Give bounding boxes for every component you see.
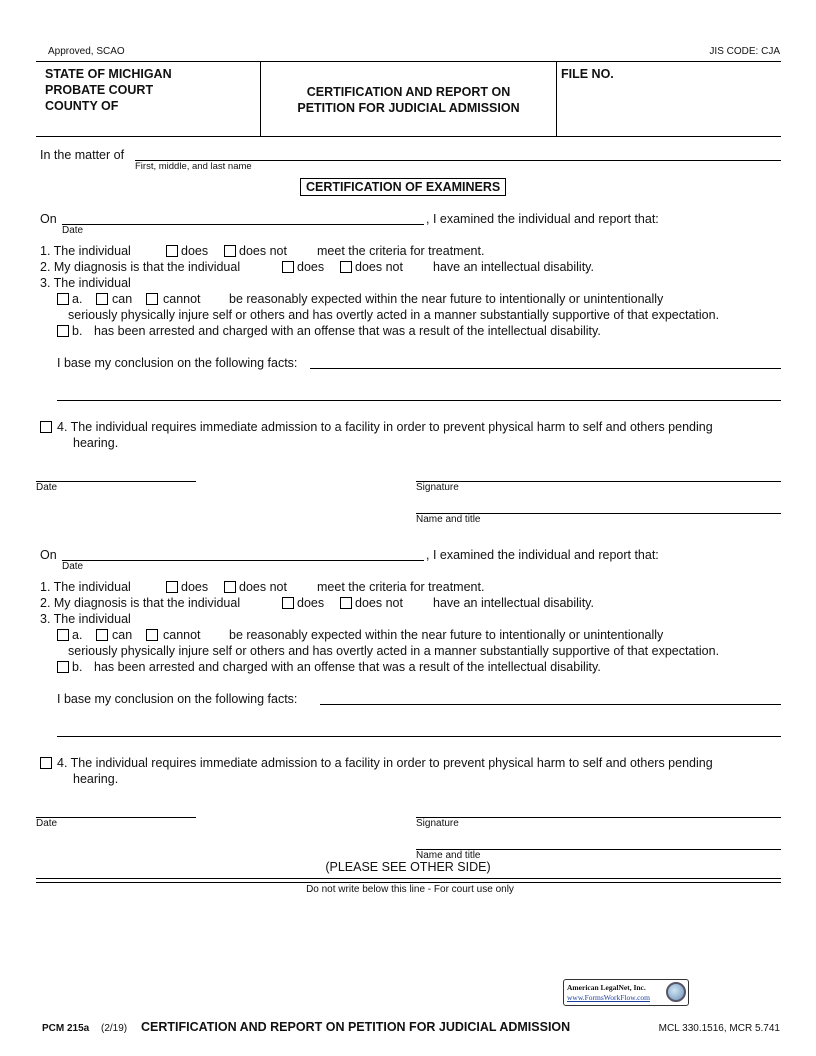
- item-3b-label: b.: [72, 324, 83, 338]
- form-title-line-2: PETITION FOR JUDICIAL ADMISSION: [297, 101, 520, 115]
- item-3a-cannot-checkbox[interactable]: [146, 629, 158, 641]
- exam-date-sublabel: Date: [62, 225, 84, 236]
- item-2-does-not-label: does not: [355, 596, 403, 610]
- section-title-certification: CERTIFICATION OF EXAMINERS: [300, 178, 506, 196]
- item-2-label: 2. My diagnosis is that the individual: [40, 260, 241, 274]
- file-no-label: FILE NO.: [561, 67, 614, 81]
- item-3a-continuation: seriously physically injure self or others and has overtly acted in a manner substantially supportive of that expectation.: [68, 308, 720, 322]
- item-1-does-not-label: does not: [239, 580, 287, 594]
- name-title-label: Name and title: [416, 514, 481, 525]
- item-4-text-line-2: hearing.: [73, 772, 119, 786]
- item-3a-can-label: can: [112, 292, 133, 306]
- jis-code: JIS CODE: CJA: [709, 46, 780, 57]
- item-3a-can-checkbox[interactable]: [96, 629, 108, 641]
- court-use-notice: Do not write below this line - For court use only: [306, 884, 514, 895]
- item-2-does-checkbox[interactable]: [282, 261, 294, 273]
- signature-field[interactable]: [416, 481, 781, 482]
- matter-name-sublabel: First, middle, and last name: [135, 161, 252, 172]
- item-3b-label: b.: [72, 660, 83, 674]
- statute-reference: MCL 330.1516, MCR 5.741: [658, 1023, 780, 1034]
- item-3a-text: be reasonably expected within the near future to intentionally or unintentionally: [229, 292, 664, 306]
- item-3b-text: has been arrested and charged with an offense that was a result of the intellectual disability.: [94, 324, 601, 338]
- item-4-checkbox[interactable]: [40, 421, 52, 433]
- item-3b-checkbox[interactable]: [57, 661, 69, 673]
- item-1-label: 1. The individual: [40, 244, 131, 258]
- item-1-does-not-checkbox[interactable]: [224, 245, 236, 257]
- form-number: PCM 215a: [42, 1023, 90, 1034]
- examined-text: , I examined the individual and report that:: [426, 212, 659, 226]
- item-1-does-checkbox[interactable]: [166, 245, 178, 257]
- facts-field-line-1[interactable]: [310, 368, 781, 369]
- header-bottom-rule: [36, 136, 781, 137]
- item-2-label: 2. My diagnosis is that the individual: [40, 596, 241, 610]
- item-1-does-label: does: [181, 580, 209, 594]
- item-3a-text: be reasonably expected within the near future to intentionally or unintentionally: [229, 628, 664, 642]
- item-3a-continuation: seriously physically injure self or others and has overtly acted in a manner substantially supportive of that expectation.: [68, 644, 720, 658]
- exam-date-field[interactable]: [62, 560, 424, 561]
- item-4-checkbox[interactable]: [40, 757, 52, 769]
- court-use-rule-top: [36, 878, 781, 879]
- item-1-does-label: does: [181, 244, 209, 258]
- on-label: On: [40, 548, 57, 562]
- item-3a-label: a.: [72, 292, 83, 306]
- item-1-does-not-label: does not: [239, 244, 287, 258]
- item-1-label: 1. The individual: [40, 580, 131, 594]
- signed-date-field[interactable]: [36, 481, 196, 482]
- facts-label: I base my conclusion on the following facts:: [57, 692, 298, 706]
- item-3a-checkbox[interactable]: [57, 293, 69, 305]
- header-top-rule: [36, 61, 781, 62]
- item-2-does-checkbox[interactable]: [282, 597, 294, 609]
- court-use-rule-bottom: [36, 882, 781, 883]
- facts-field-line-2[interactable]: [57, 736, 781, 737]
- item-2-does-label: does: [297, 260, 325, 274]
- header-divider-2: [556, 62, 557, 137]
- item-2-does-not-checkbox[interactable]: [340, 261, 352, 273]
- file-no-field[interactable]: [600, 80, 770, 120]
- item-1-does-checkbox[interactable]: [166, 581, 178, 593]
- item-2-does-not-label: does not: [355, 260, 403, 274]
- item-2-does-label: does: [297, 596, 325, 610]
- signature-label: Signature: [416, 818, 459, 829]
- signed-date-field[interactable]: [36, 817, 196, 818]
- logo-url: www.FormsWorkFlow.com: [567, 993, 651, 1002]
- item-3a-can-label: can: [112, 628, 133, 642]
- exam-date-field[interactable]: [62, 224, 424, 225]
- item-4-text-line-2: hearing.: [73, 436, 119, 450]
- item-3a-cannot-label: cannot: [163, 628, 201, 642]
- form-title-block: [261, 84, 556, 116]
- item-3a-checkbox[interactable]: [57, 629, 69, 641]
- item-1-does-not-checkbox[interactable]: [224, 581, 236, 593]
- matter-label: In the matter of: [40, 148, 125, 162]
- facts-label: I base my conclusion on the following facts:: [57, 356, 298, 370]
- court-line-county: COUNTY OF: [45, 99, 119, 113]
- american-legalnet-logo[interactable]: [563, 979, 689, 1006]
- court-name-block: [45, 66, 172, 114]
- exam-date-sublabel: Date: [62, 561, 84, 572]
- facts-field-line-2[interactable]: [57, 400, 781, 401]
- approved-text: Approved, SCAO: [48, 46, 125, 57]
- footer-form-title: CERTIFICATION AND REPORT ON PETITION FOR JUDICIAL ADMISSION: [141, 1020, 571, 1034]
- item-2-suffix: have an intellectual disability.: [433, 596, 594, 610]
- item-2-suffix: have an intellectual disability.: [433, 260, 594, 274]
- item-1-suffix: meet the criteria for treatment.: [317, 580, 485, 594]
- item-3-label: 3. The individual: [40, 612, 131, 626]
- item-3a-can-checkbox[interactable]: [96, 293, 108, 305]
- logo-company: American LegalNet, Inc.: [567, 983, 646, 992]
- form-date: (2/19): [101, 1023, 128, 1034]
- signature-label: Signature: [416, 482, 459, 493]
- signature-field[interactable]: [416, 817, 781, 818]
- see-other-side: (PLEASE SEE OTHER SIDE): [325, 860, 491, 874]
- signed-date-label: Date: [36, 818, 58, 829]
- form-title-line-1: CERTIFICATION AND REPORT ON: [306, 85, 511, 99]
- item-3b-text: has been arrested and charged with an offense that was a result of the intellectual disability.: [94, 660, 601, 674]
- item-3-label: 3. The individual: [40, 276, 131, 290]
- item-1-suffix: meet the criteria for treatment.: [317, 244, 485, 258]
- item-4-text-line-1: 4. The individual requires immediate admission to a facility in order to prevent physical harm to self and others pending: [57, 420, 713, 434]
- facts-field-line-1[interactable]: [320, 704, 781, 705]
- item-3a-label: a.: [72, 628, 83, 642]
- signed-date-label: Date: [36, 482, 58, 493]
- item-2-does-not-checkbox[interactable]: [340, 597, 352, 609]
- item-3a-cannot-label: cannot: [163, 292, 201, 306]
- examined-text: , I examined the individual and report that:: [426, 548, 659, 562]
- on-label: On: [40, 212, 57, 226]
- court-line-state: STATE OF MICHIGAN: [45, 67, 172, 81]
- court-line-court: PROBATE COURT: [45, 83, 154, 97]
- item-3b-checkbox[interactable]: [57, 325, 69, 337]
- globe-icon: [666, 982, 686, 1002]
- item-3a-cannot-checkbox[interactable]: [146, 293, 158, 305]
- name-title-label: Name and title: [416, 850, 481, 861]
- item-4-text-line-1: 4. The individual requires immediate admission to a facility in order to prevent physical harm to self and others pending: [57, 756, 713, 770]
